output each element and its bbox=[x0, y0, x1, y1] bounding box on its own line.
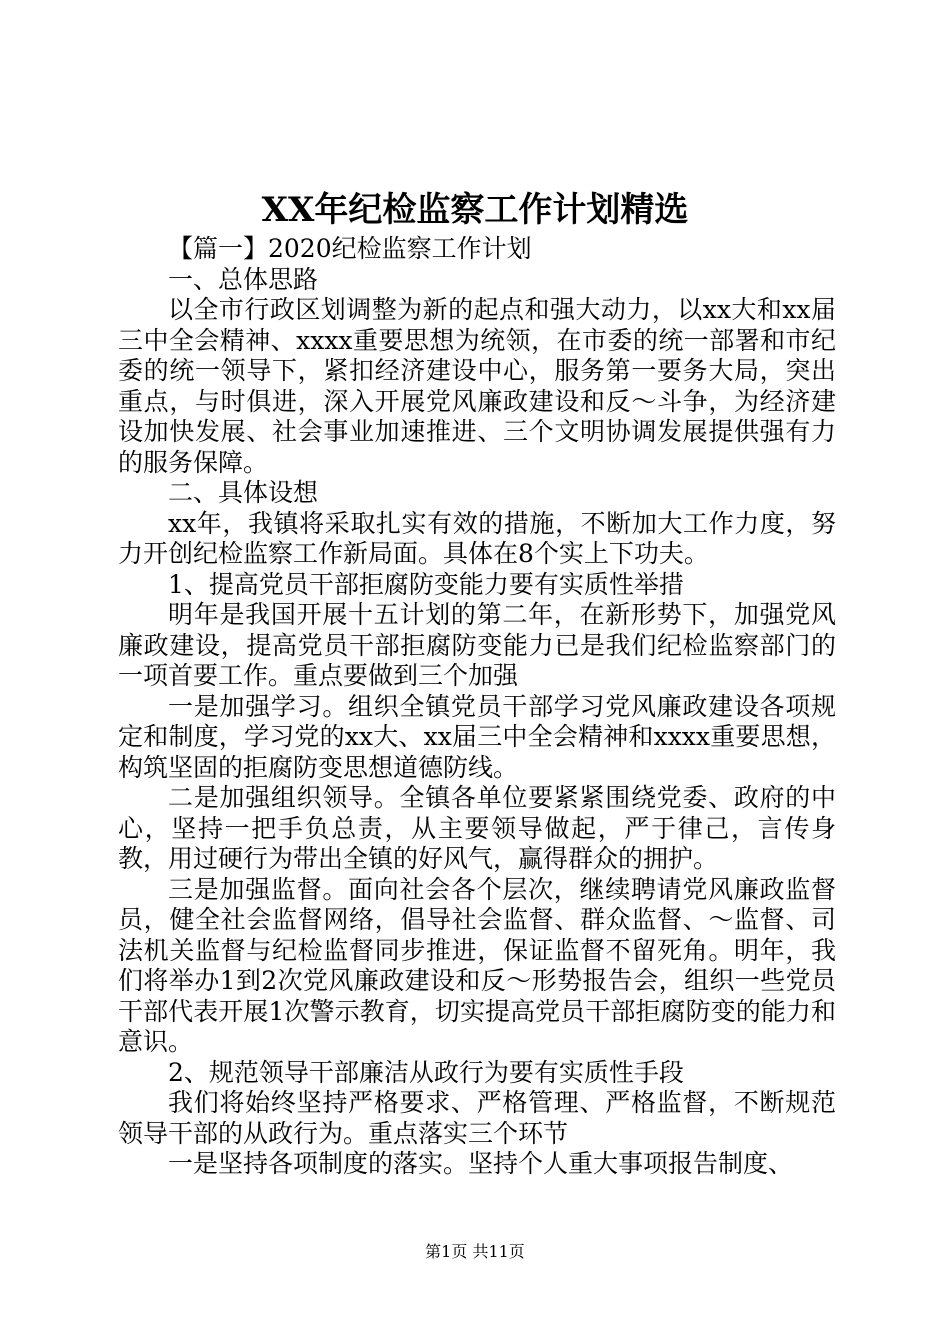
heading-overall-approach: 一、总体思路 bbox=[168, 264, 319, 294]
paragraph-strengthen-supervision: 三是加强监督。面向社会各个层次，继续聘请党风廉政监督员，健全社会监督网络，倡导社会监督、群众监督、～监督、司法机关监督与纪检监督同步推进，保证监督不留死角。明年，我们将举办1到2次党风廉政建设和反～形势报告会，组织一些党员干部代表开展1次警示教育，切实提高党员干部拒腐防变的能力和意识。 bbox=[118, 874, 836, 1056]
paragraph-system-implementation: 一是坚持各项制度的落实。坚持个人重大事项报告制度、 bbox=[168, 1149, 794, 1178]
document-title: XX年纪检监察工作计划精选 bbox=[261, 190, 689, 230]
page-footer: 第1页 共11页 bbox=[425, 1242, 525, 1261]
paragraph-strengthen-study: 一是加强学习。组织全镇党员干部学习党风廉政建设各项规定和制度，学习党的xx大、xx届三中全会精神和xxxx重要思想，构筑坚固的拒腐防变思想道德防线。 bbox=[118, 691, 836, 782]
paragraph-strengthen-leadership: 二是加强组织领导。全镇各单位要紧紧围绕党委、政府的中心，坚持一把手负总责，从主要领导做起，严于律己，言传身教，用过硬行为带出全镇的好风气，赢得群众的拥护。 bbox=[118, 783, 836, 873]
paragraph-overall-approach: 以全市行政区划调整为新的起点和强大动力，以xx大和xx届三中全会精神、xxxx重要思想为统领，在市委的统一部署和市纪委的统一领导下，紧扣经济建设中心，服务第一要务大局，突出重点，与时俱进，深入开展党风廉政建设和反～斗争，为经济建设加快发展、社会事业加速推进、三个文明协调发展提供强有力的服务保障。 bbox=[118, 295, 836, 477]
paragraph-specific-plans: xx年，我镇将采取扎实有效的措施，不断加大工作力度，努力开创纪检监察工作新局面。具体在8个实上下功夫。 bbox=[118, 508, 836, 568]
heading-item-2: 2、规范领导干部廉洁从政行为要有实质性手段 bbox=[168, 1057, 684, 1087]
paragraph-item-1: 明年是我国开展十五计划的第二年，在新形势下，加强党风廉政建设，提高党员干部拒腐防变能力已是我们纪检监察部门的一项首要工作。重点要做到三个加强 bbox=[118, 600, 836, 690]
heading-specific-plans: 二、具体设想 bbox=[168, 478, 319, 507]
paragraph-item-2: 我们将始终坚持严格要求、严格管理、严格监督，不断规范领导干部的从政行为。重点落实三个环节 bbox=[118, 1088, 836, 1148]
section-heading-part-one: 【篇一】2020纪检监察工作计划 bbox=[168, 234, 532, 263]
document-body bbox=[118, 234, 836, 1180]
heading-item-1: 1、提高党员干部拒腐防变能力要有实质性举措 bbox=[168, 569, 684, 599]
